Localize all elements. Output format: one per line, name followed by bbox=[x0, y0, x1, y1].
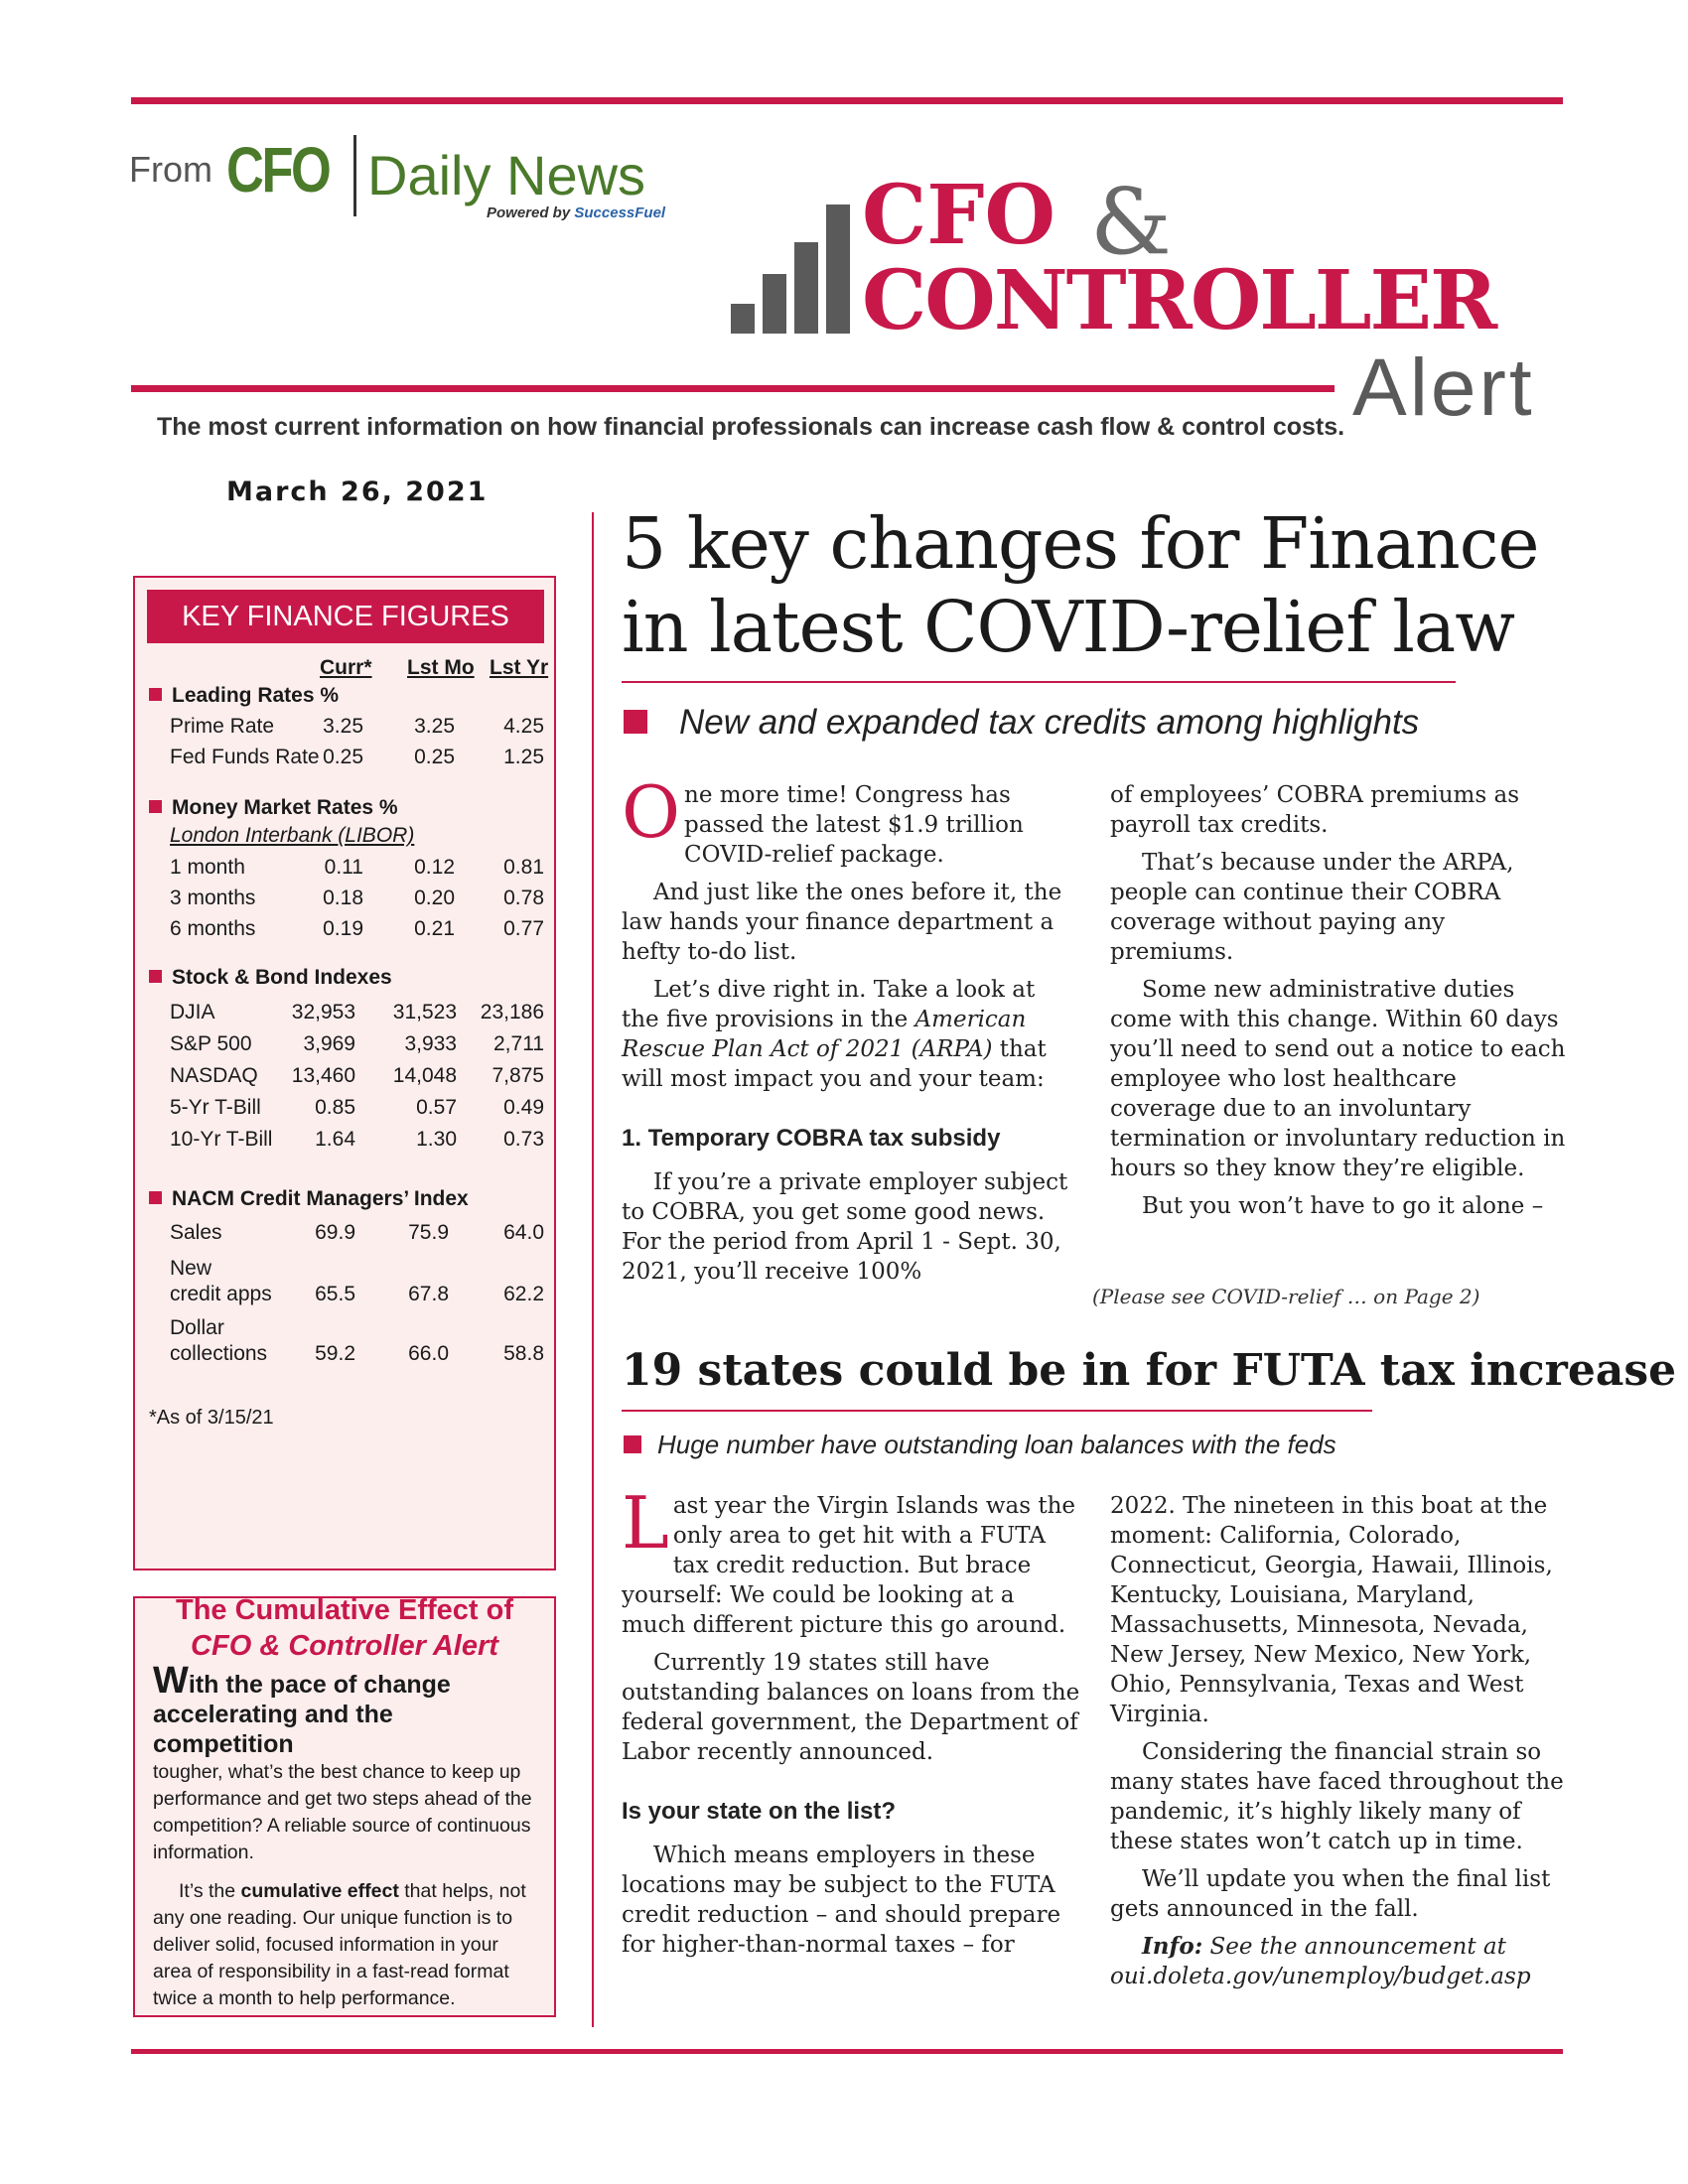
cell-curr: 3.25 bbox=[323, 715, 363, 738]
continued-note: (Please see COVID-relief … on Page 2) bbox=[1092, 1285, 1480, 1308]
column-rule bbox=[592, 512, 594, 2027]
top-rule bbox=[131, 97, 1563, 104]
tagline: The most current information on how financial professionals can increase cash flow & control costs. bbox=[157, 413, 1345, 441]
article1-p5: of employees’ COBRA premiums as payroll tax credits. bbox=[1110, 782, 1520, 838]
powered-by: Powered by SuccessFuel bbox=[487, 205, 666, 221]
libor-label: London Interbank (LIBOR) bbox=[170, 824, 415, 847]
article2-p4: 2022. The nineteen in this boat at the moment: California, Colorado, Connecticut, Georgia, Hawaii, Illinois, Kentucky, Louisiana, Maryland, Massachusetts, Minnesota, Nevada, New Jersey, New Mexico, New York, Ohio, Pennsylvania, Texas and West Virginia. bbox=[1110, 1493, 1553, 1727]
article2-p6: We’ll update you when the final list gets announced in the fall. bbox=[1110, 1866, 1551, 1922]
row-label: 3 months bbox=[170, 887, 256, 909]
key-figures-title: KEY FINANCE FIGURES bbox=[147, 590, 544, 643]
row-label: NASDAQ bbox=[170, 1064, 258, 1087]
masthead-cfo: CFO bbox=[862, 168, 1055, 263]
cumulative-lead-2: accelerating and the competition bbox=[153, 1701, 393, 1758]
article2-p2: Currently 19 states still have outstanding balances on loans from the federal government, the Department of Labor recently announced. bbox=[622, 1650, 1080, 1765]
cumulative-lead: With the pace of change bbox=[153, 1660, 451, 1702]
leading-rates-heading: Leading Rates % bbox=[149, 684, 339, 708]
row-label-a: Dollar bbox=[170, 1316, 224, 1339]
cell-lst-yr: 0.78 bbox=[503, 887, 544, 909]
issue-date: March 26, 2021 bbox=[226, 477, 489, 507]
cumulative-title-1: The Cumulative Effect of bbox=[176, 1594, 513, 1626]
cumulative-p2: It’s the cumulative effect that helps, not any one reading. Our unique function is to deliver solid, focused information in your area of responsibility in a fast-read format twice a month to help performance. bbox=[153, 1880, 526, 2009]
from-label: From bbox=[129, 149, 212, 190]
masthead-ampersand: & bbox=[1090, 169, 1172, 275]
article1-section-1: 1. Temporary COBRA tax subsidy bbox=[622, 1125, 1001, 1152]
col-lst-mo: Lst Mo bbox=[407, 656, 475, 679]
row-label: DJIA bbox=[170, 1001, 215, 1024]
cell-curr: 0.19 bbox=[323, 917, 363, 940]
cumulative-title-2: CFO & Controller Alert bbox=[191, 1630, 498, 1662]
cell-lst-mo: 0.57 bbox=[416, 1096, 457, 1119]
masthead-alert: Alert bbox=[1352, 342, 1535, 433]
article2-p1: Last year the Virgin Islands was the only area to get hit with a FUTA tax credit reduction. But brace yourself: We could be looking at a much different picture this go around. bbox=[622, 1481, 1076, 1638]
cell-curr: 32,953 bbox=[291, 1001, 355, 1024]
article1-p6: That’s because under the ARPA, people can continue their COBRA coverage without paying any premiums. bbox=[1110, 850, 1514, 965]
col-curr: Curr* bbox=[320, 656, 372, 679]
cell-curr: 3,969 bbox=[303, 1032, 355, 1055]
cell-curr: 0.85 bbox=[315, 1096, 355, 1119]
cell-lst-yr: 23,186 bbox=[480, 1001, 544, 1024]
stock-bond-heading: Stock & Bond Indexes bbox=[149, 966, 392, 990]
cell-lst-mo: 66.0 bbox=[408, 1342, 449, 1365]
cell-lst-mo: 0.25 bbox=[414, 746, 455, 768]
cumulative-body bbox=[153, 1660, 540, 2012]
cell-lst-mo: 0.12 bbox=[414, 856, 455, 879]
cell-lst-mo: 0.21 bbox=[414, 917, 455, 940]
article2-col1 bbox=[622, 1481, 1080, 1968]
cell-curr: 69.9 bbox=[315, 1221, 355, 1244]
money-market-heading: Money Market Rates % bbox=[149, 796, 398, 820]
article1-p8: But you won’t have to go it alone – bbox=[1142, 1193, 1544, 1219]
cell-lst-yr: 7,875 bbox=[492, 1064, 544, 1087]
cell-curr: 65.5 bbox=[315, 1283, 355, 1305]
article2-section-1: Is your state on the list? bbox=[622, 1798, 897, 1825]
cell-lst-mo: 1.30 bbox=[416, 1128, 457, 1151]
row-label: 5-Yr T-Bill bbox=[170, 1096, 261, 1119]
article2-subhead: Huge number have outstanding loan balances with the feds bbox=[624, 1430, 1336, 1460]
cell-curr: 0.11 bbox=[324, 856, 363, 879]
nacm-heading: NACM Credit Managers’ Index bbox=[149, 1187, 469, 1211]
cumulative-p1: tougher, what’s the best chance to keep up performance and get two steps ahead of the competition? A reliable source of continuous information. bbox=[153, 1761, 532, 1863]
article2-info: Info: See the announcement at oui.doleta.gov/unemploy/budget.asp bbox=[1110, 1933, 1531, 1989]
article1-col1 bbox=[622, 770, 1078, 1295]
cell-lst-yr: 0.77 bbox=[503, 917, 544, 940]
row-label: Fed Funds Rate bbox=[170, 746, 320, 768]
article2-rule bbox=[622, 1410, 1372, 1412]
col-lst-yr: Lst Yr bbox=[490, 656, 549, 679]
cell-lst-mo: 75.9 bbox=[408, 1221, 449, 1244]
figures-footnote: *As of 3/15/21 bbox=[149, 1407, 274, 1429]
article1-rule bbox=[622, 681, 1456, 683]
row-label: 10-Yr T-Bill bbox=[170, 1128, 273, 1151]
article1-subhead: New and expanded tax credits among highlights bbox=[624, 703, 1419, 743]
cell-curr: 59.2 bbox=[315, 1342, 355, 1365]
row-label: 6 months bbox=[170, 917, 256, 940]
article1-p2: And just like the ones before it, the law hands your finance department a hefty to-do list. bbox=[622, 880, 1062, 965]
cell-lst-mo: 31,523 bbox=[392, 1001, 457, 1024]
article1-p7: Some new administrative duties come with this change. Within 60 days you’ll need to send out a notice to each employee who lost healthcare coverage due to an involuntary termination or involuntary reduction in hours so they know they’re eligible. bbox=[1110, 977, 1566, 1181]
row-label: 1 month bbox=[170, 856, 245, 879]
article2-p3: Which means employers in these locations may be subject to the FUTA credit reduction – and should prepare for higher-than-normal taxes – for bbox=[622, 1843, 1061, 1958]
cell-lst-yr: 2,711 bbox=[493, 1032, 544, 1055]
cell-lst-yr: 58.8 bbox=[503, 1342, 544, 1365]
cell-lst-yr: 0.81 bbox=[503, 856, 544, 879]
cell-lst-mo: 3.25 bbox=[414, 715, 455, 738]
article1-col2 bbox=[1110, 780, 1567, 1229]
cell-lst-mo: 3,933 bbox=[404, 1032, 457, 1055]
logo-divider bbox=[353, 135, 356, 216]
cell-curr: 0.18 bbox=[323, 887, 363, 909]
cfo-logo: CFO bbox=[226, 134, 330, 205]
row-label: S&P 500 bbox=[170, 1032, 252, 1055]
row-label: Sales bbox=[170, 1221, 222, 1244]
cell-lst-yr: 0.73 bbox=[503, 1128, 544, 1151]
cell-lst-mo: 14,048 bbox=[392, 1064, 457, 1087]
article1-p3: Let’s dive right in. Take a look at the five provisions in the American Rescue Plan Act of 2021 (ARPA) that will most impact you and your team: bbox=[622, 977, 1047, 1092]
daily-news-logo: Daily News bbox=[367, 144, 646, 206]
cell-lst-mo: 67.8 bbox=[408, 1283, 449, 1305]
row-label: Prime Rate bbox=[170, 715, 275, 738]
article1-headline: 5 key changes for Finance in latest COVID-relief law bbox=[622, 502, 1539, 668]
cell-curr: 1.64 bbox=[315, 1128, 355, 1151]
cell-lst-yr: 64.0 bbox=[503, 1221, 544, 1244]
article2-col2 bbox=[1110, 1491, 1569, 1999]
row-label-a: New bbox=[170, 1257, 212, 1280]
cell-lst-mo: 0.20 bbox=[414, 887, 455, 909]
cell-lst-yr: 62.2 bbox=[503, 1283, 544, 1305]
bar-chart-icon bbox=[731, 205, 854, 334]
masthead-controller: CONTROLLER bbox=[862, 253, 1496, 348]
cell-lst-yr: 1.25 bbox=[503, 746, 544, 768]
article1-p4: If you’re a private employer subject to COBRA, you get some good news. For the period from April 1 - Sept. 30, 2021, you’ll receive 100% bbox=[622, 1169, 1068, 1285]
bottom-rule bbox=[131, 2049, 1563, 2054]
masthead-rule bbox=[131, 385, 1335, 392]
cell-curr: 0.25 bbox=[323, 746, 363, 768]
cell-curr: 13,460 bbox=[291, 1064, 355, 1087]
row-label: collections bbox=[170, 1342, 268, 1365]
article2-headline: 19 states could be in for FUTA tax increase bbox=[622, 1345, 1677, 1396]
cell-lst-yr: 4.25 bbox=[503, 715, 544, 738]
article1-p1: One more time! Congress has passed the latest $1.9 trillion COVID-relief package. bbox=[622, 770, 1024, 868]
cell-lst-yr: 0.49 bbox=[503, 1096, 544, 1119]
article2-p5: Considering the financial strain so many states have faced throughout the pandemic, it’s highly likely many of these states won’t catch up in time. bbox=[1110, 1739, 1564, 1854]
row-label: credit apps bbox=[170, 1283, 272, 1305]
